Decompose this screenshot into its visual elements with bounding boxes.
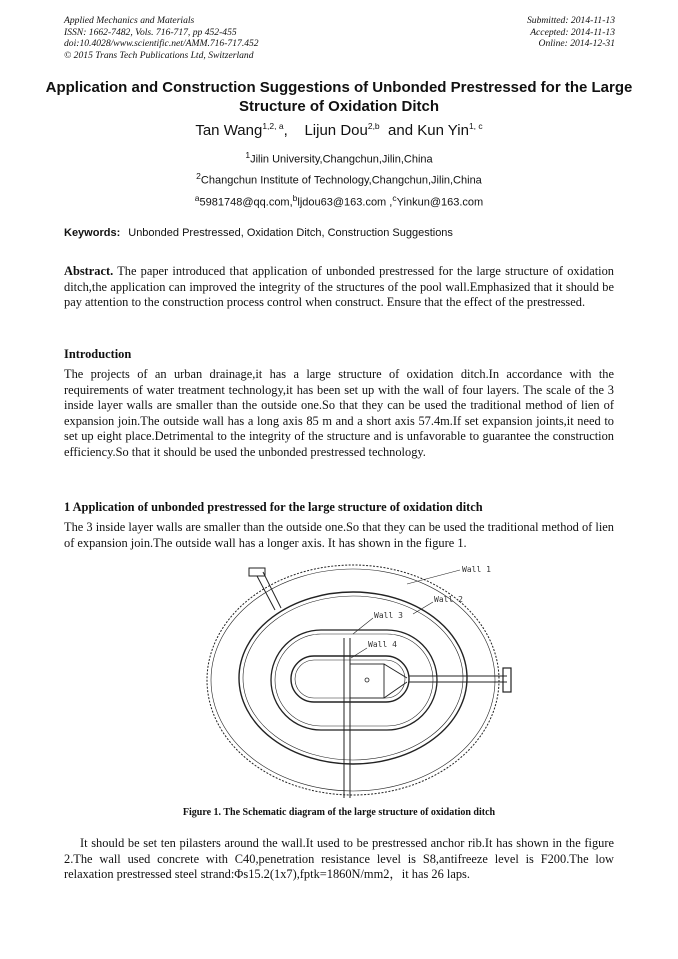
keywords-line [64,227,453,239]
author-sup: 2,b [367,121,380,131]
affiliation-1 [0,150,678,166]
section1-paragraph-2: It should be set ten pilasters around the wall.It used to be prestressed anchor rib.It has shown in the figure 2.The wall used concrete with C40,penetration resistance level is S8,antifreeze level is F200.The low relaxation prestressed steel strand:Φs15.2(1x7),fptk=1860N/mm2，it has 26 laps. [64,836,614,882]
section1-paragraph-1: The 3 inside layer walls are smaller than the outside one.So that they can be used the traditional method of lien of expansion join.The outside wall has a longer axis. It has shown in the figure 1. [64,520,614,550]
abstract-label: Abstract. [64,264,114,278]
label-leader [353,618,373,634]
wall-3-outline [271,630,437,730]
affiliation-text: Changchun Institute of Technology,Changchun,Jilin,China [200,174,482,187]
intro-heading: Introduction [64,347,132,361]
doi-line: doi:10.4028/www.scientific.net/AMM.716-717.452 [64,38,259,50]
wall-2-inner-outline [243,596,463,760]
wall-2-label: Wall 2 [434,595,463,604]
abstract-text: The paper introduced that application of unbonded prestressed for the large structure of oxidation ditch,the application can improved the integrity of the structures of the pool wall.Emphasized that it should be pay attention to the construction process control when construct. Ensure that the effect of the prestressed. [64,264,614,310]
email-sup: a [194,193,200,203]
email-sup: b [292,193,298,203]
author-name: Kun Yin [417,122,469,139]
paper-title: Application and Construction Suggestions of Unbonded Prestressed for the Large Structure of Oxidation Ditch [45,79,633,115]
label-leader [407,570,460,584]
wall-4-label: Wall 4 [368,640,397,649]
abstract-paragraph [64,264,614,311]
author-separator: , [283,122,288,139]
intro-paragraph: The projects of an urban drainage,it has a large structure of oxidation ditch.In accordance with the requirements of water treatment technology,it has been set up with the wall of four layers. The scale of the 3 inside layer walls are smaller than the outside one.So that they can be used the traditional method of lien of expansion join.The outside wall has a long axis 85 m and a short axis 57.4m.If set expansion joints,it need to set up eight place.Detrimental to the integrity of the structure and is unfavorable to guarantee the construction efficiency.So that it should be used the unbonded prestressed technology. [64,367,614,459]
affiliation-sup: 2 [196,171,201,181]
running-header-right [527,15,615,50]
email-link[interactable]: Yinkun@163.com [396,196,484,209]
author-name: Tan Wang [195,122,263,139]
issn-line: ISSN: 1662-7482, Vols. 716-717, pp 452-455 [64,26,237,38]
accepted-date: Accepted: 2014-11-13 [530,26,615,38]
email-line [0,193,678,209]
outlet-structure [503,668,511,692]
oxidation-ditch-diagram [185,558,530,803]
central-tank [350,664,384,698]
wall-3-label: Wall 3 [374,611,403,620]
inlet-pipe [263,572,281,608]
email-link[interactable]: ljdou63@163.com , [297,196,393,209]
email-sup: c [392,193,397,203]
submitted-date: Submitted: 2014-11-13 [526,15,615,26]
author-sup: 1, c [468,121,483,131]
affiliation-sup: 1 [245,150,251,160]
author-name: Lijun Dou [304,122,368,139]
email-link[interactable]: 5981748@qq.com, [199,196,293,209]
journal-name: Applied Mechanics and Materials [64,15,195,26]
author-sup: 1,2, a [262,121,284,131]
figure-1 [185,558,530,803]
affiliation-text: Jilin University,Changchun,Jilin,China [250,153,433,166]
label-leader [413,602,433,614]
online-date: Online: 2014-12-31 [538,38,615,50]
copyright-line: © 2015 Trans Tech Publications Ltd, Switzerland [64,49,254,61]
section1-heading: 1 Application of unbonded prestressed for the large structure of oxidation ditch [64,500,483,514]
central-tank-marker [365,678,369,682]
wall-1-label: Wall 1 [462,565,491,574]
running-header-left [64,15,259,61]
inlet-structure [249,568,265,576]
author-and: and [388,122,414,139]
author-line [0,121,678,139]
keywords-label: Keywords: [64,227,121,239]
inlet-pipe [257,576,275,610]
keywords-text: Unbonded Prestressed, Oxidation Ditch, Construction Suggestions [128,227,453,239]
affiliation-2 [0,171,678,187]
figure-1-caption: Figure 1. The Schematic diagram of the large structure of oxidation ditch [182,807,496,818]
